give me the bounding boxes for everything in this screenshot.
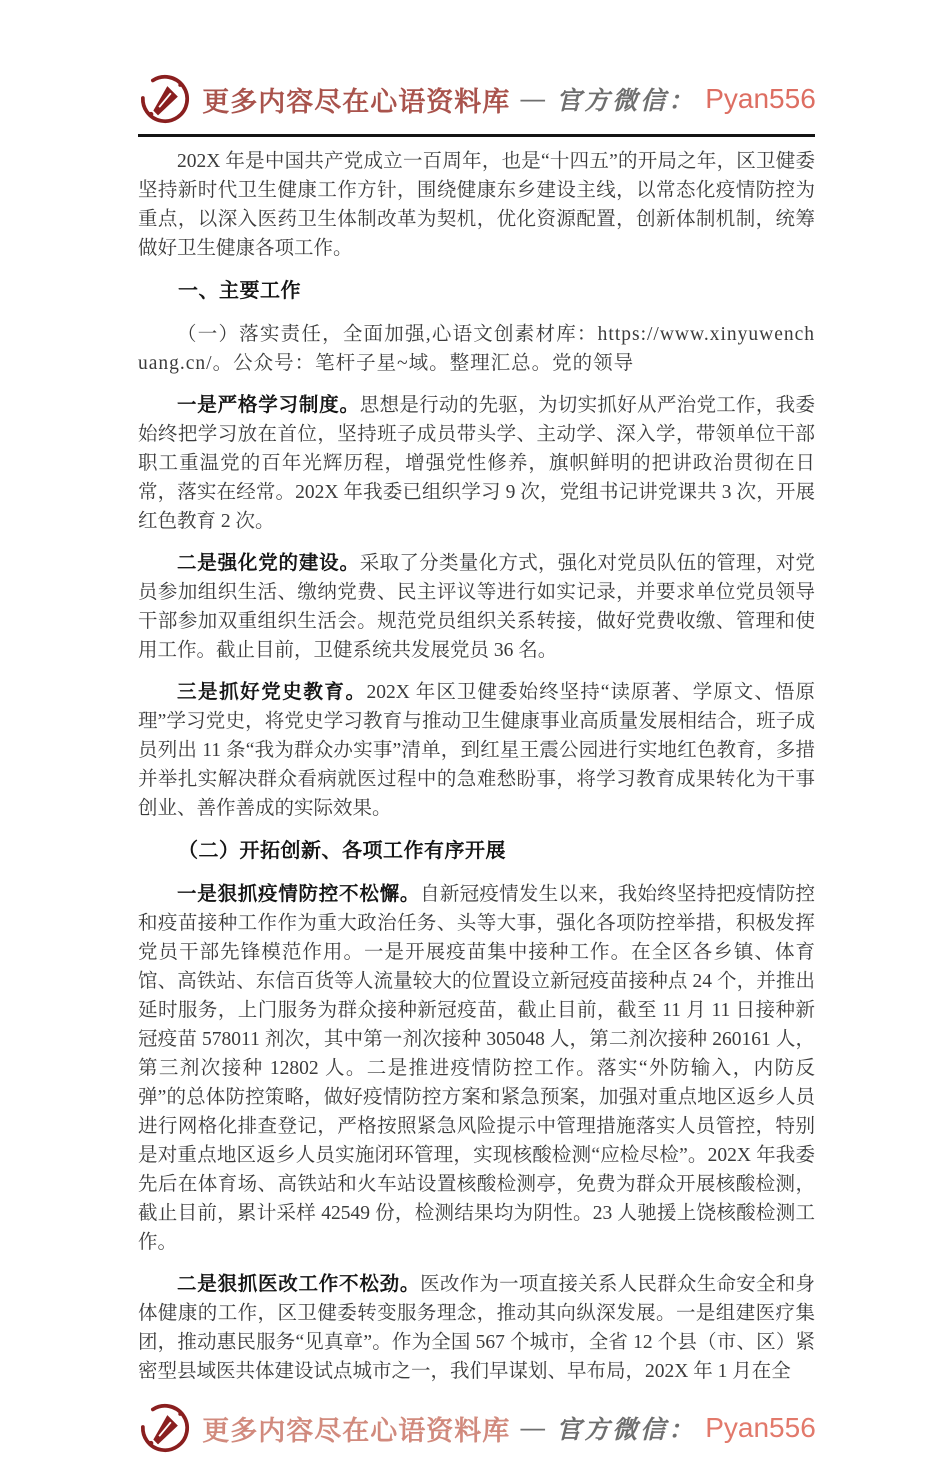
footer-brand-text: 更多内容尽在心语资料库 bbox=[202, 1415, 511, 1447]
header-separator: — bbox=[519, 83, 547, 115]
paragraph-medical-reform bbox=[138, 1270, 815, 1386]
paragraph-intro bbox=[138, 147, 815, 263]
paragraph-epidemic-control bbox=[138, 880, 815, 1257]
page-header bbox=[138, 70, 815, 128]
header-brand-text: 更多内容尽在心语资料库 bbox=[202, 86, 511, 118]
paragraph-text: 自新冠疫情发生以来，我始终坚持把疫情防控和疫苗接种工作作为重大政治任务、头等大事，强化各项防控举措，积极发挥党员干部先锋模范作用。一是开展疫苗集中接种工作。在全区各乡镇、体育馆、高铁站、东信百货等人流量较大的位置设立新冠疫苗接种点 24 个，并推出延时服务，上门服务为群众接种新冠疫苗，截止目前，截至 11 月 11 日接种新冠疫苗 578011 剂次，其中第一剂次接种 305048 人，第二剂次接种 260161 人，第三剂次接种 12802 人。二是推进疫情防控工作。落实“外防输入，内防反弹”的总体防控策略，做好疫情防控方案和紧急预案，加强对重点地区返乡人员进行网格化排查登记，严格按照紧急风险提示中管理措施落实人员管控，特别是对重点地区返乡人员实施闭环管理，实现核酸检测“应检尽检”。202X 年我委先后在体育场、高铁站和火车站设置核酸检测亭，免费为群众开展核酸检测，截止目前，累计采样 42549 份，检测结果均为阴性。23 人驰援上饶核酸检测工作。 bbox=[138, 884, 815, 1253]
paragraph-lead: 一是狠抓疫情防控不松懈。 bbox=[177, 883, 421, 905]
page-footer bbox=[138, 1399, 815, 1457]
document-body bbox=[138, 137, 815, 1386]
paragraph-text: 采取了分类量化方式，强化对党员队伍的管理，对党员参加组织生活、缴纳党费、民主评议等进行如实记录，并要求单位党员领导干部参加双重组织生活会。规范党员组织关系转接，做好党费收缴、管理和使用工作。截止目前，卫健系统共发展党员 36 名。 bbox=[138, 553, 815, 661]
pen-nib-swirl-logo-icon bbox=[137, 71, 193, 127]
header-wechat-label: 官方微信： bbox=[556, 86, 697, 115]
paragraph-lead: 三是抓好党史教育。 bbox=[177, 681, 367, 703]
footer-wechat-label: 官方微信： bbox=[556, 1415, 697, 1444]
paragraph-text: 202X 年区卫健委始终坚持“读原著、学原文、悟原理”学习党史，将党史学习教育与推动卫生健康事业高质量发展相结合，班子成员列出 11 条“我为群众办实事”清单，到红星王震公园进行实地红色教育，多措并举扎实解决群众看病就医过程中的急难愁盼事，将学习教育成果转化为干事创业、善作善成的实际效果。 bbox=[138, 682, 815, 819]
footer-wechat-id: Pyan556 bbox=[705, 1412, 816, 1443]
paragraph-text: （一）落实责任，全面加强,心语文创素材库：https://www.xinyuwenchuang.cn/。公众号：笔杆子星~域。整理汇总。党的领导 bbox=[138, 324, 815, 374]
pen-nib-swirl-logo-icon bbox=[137, 1400, 193, 1456]
footer-separator: — bbox=[519, 1412, 547, 1444]
section-heading-main-work: 一、主要工作 bbox=[178, 280, 301, 302]
paragraph-lead: 一是严格学习制度。 bbox=[177, 394, 360, 416]
paragraph-text: 医改作为一项直接关系人民群众生命安全和身体健康的工作，区卫健委转变服务理念，推动其向纵深发展。一是组建医疗集团，推动惠民服务“见真章”。作为全国 567 个城市，全省 12 个县（市、区）紧密型县域医共体建设试点城市之一，我们早谋划、早布局，202X 年 1 月在全 bbox=[138, 1274, 815, 1382]
paragraph-lead: 二是强化党的建设。 bbox=[177, 552, 360, 574]
paragraph-lead: 二是狠抓医改工作不松劲。 bbox=[177, 1273, 421, 1295]
paragraph-text: 思想是行动的先驱，为切实抓好从严治党工作，我委始终把学习放在首位，坚持班子成员带头学、主动学、深入学，带领单位干部职工重温党的百年光辉历程，增强党性修养，旗帜鲜明的把讲政治贯彻在日常，落实在经常。202X 年我委已组织学习 9 次，党组书记讲党课共 3 次，开展红色教育 2 次。 bbox=[138, 395, 815, 532]
paragraph-text: 202X 年是中国共产党成立一百周年，也是“十四五”的开局之年，区卫健委坚持新时代卫生健康工作方针，围绕健康东乡建设主线，以常态化疫情防控为重点，以深入医药卫生体制改革为契机，优化资源配置，创新体制机制，统筹做好卫生健康各项工作。 bbox=[138, 151, 815, 259]
paragraph-study-system bbox=[138, 391, 815, 536]
paragraph-subheading-responsibility bbox=[138, 320, 815, 378]
header-wechat-id: Pyan556 bbox=[705, 83, 816, 114]
paragraph-party-history bbox=[138, 678, 815, 823]
paragraph-party-building bbox=[138, 549, 815, 665]
section-heading-innovation: （二）开拓创新、各项工作有序开展 bbox=[178, 840, 506, 862]
